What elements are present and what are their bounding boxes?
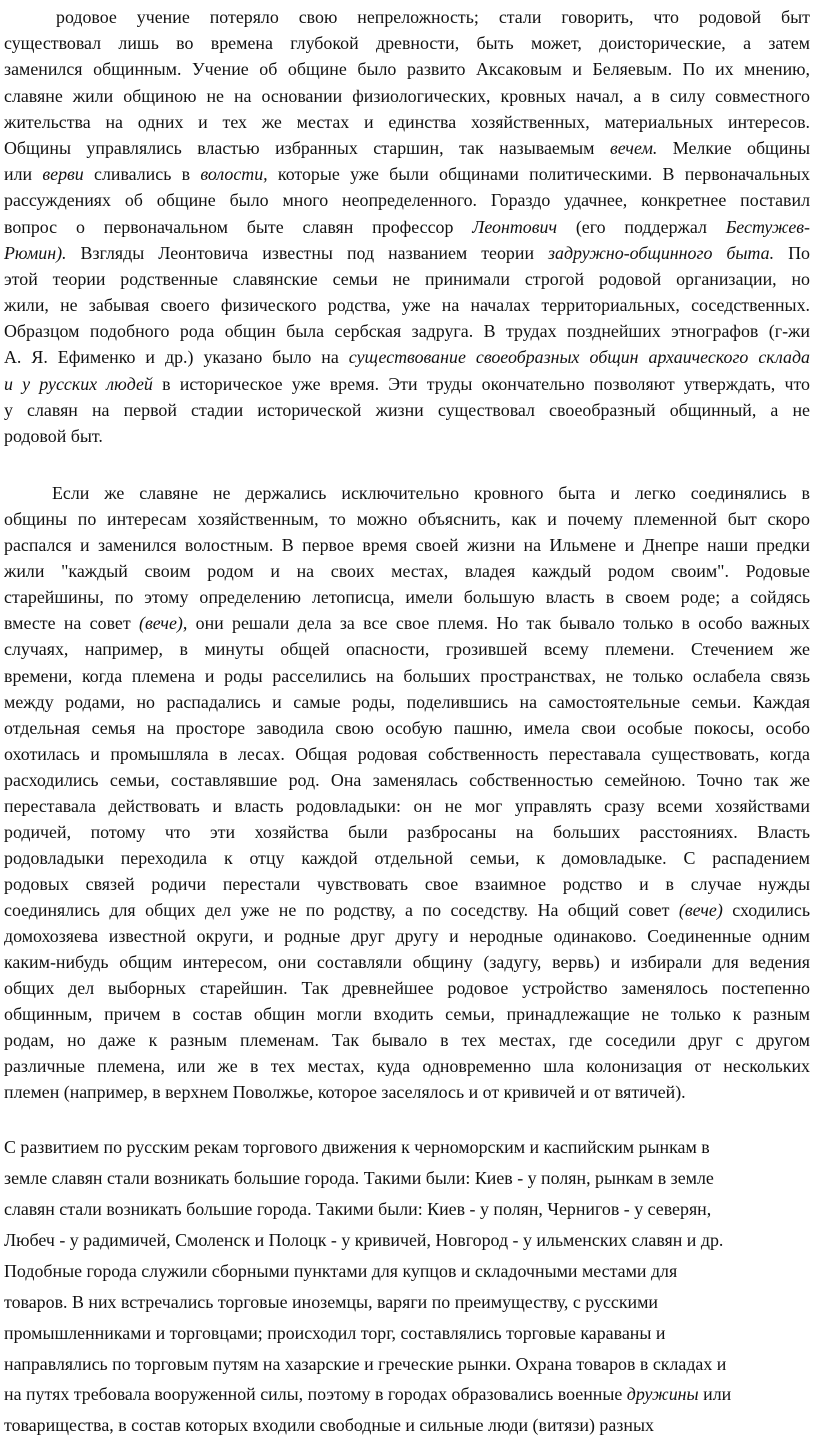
text-line: родовладыки переходила к отцу каждой отдельной семьи, к домовладыке. С распадением [4, 847, 810, 868]
text-line [0, 371, 816, 397]
text-line [0, 1379, 816, 1410]
text-line: между родами, но распадались и самые роды, поделившись на самостоятельные семьи. Каждая [4, 691, 810, 712]
italic-text: Леонтович [472, 216, 557, 237]
text-line: жительства на одних и тех же местах и единства хозяйственных, материальных интересов. [4, 111, 810, 132]
text-line: охотилась и промышляла в лесах. Общая родовая собственность переставала существовать, когда [4, 743, 810, 764]
text-line: каким-нибудь общим интересом, они составляли общину (задугу, вервь) и избирали для ведения [4, 952, 810, 973]
text-line: родичей, потому что эти хозяйства были разбросаны на больших расстояниях. Власть [4, 821, 810, 842]
text-line: общинным, причем в состав общин могли входить семьи, принадлежащие не только к разным [4, 1004, 810, 1025]
text-line [0, 610, 816, 636]
text-line: товарищества, в состав которых входили свободные и сильные люди (витязи) разных [4, 1415, 654, 1436]
text-line [0, 135, 816, 161]
text-run: или [4, 164, 43, 185]
italic-text: вечем. [609, 137, 658, 158]
text-line: распался и заменился волостным. В первое время своей жизни на Ильмене и Днепре наши предки [4, 535, 810, 556]
text-line [0, 214, 816, 240]
text-line: отдельная семья на просторе заводила свою особую пашню, имела свои особые покосы, особо [4, 717, 810, 738]
text-line: родовой быт. [4, 426, 103, 446]
text-line: жили "каждый своим родом и на своих местах, владея каждый родом своим". Родовые [4, 561, 810, 582]
text-line: Если же славяне не держались исключительно кровного быта и легко соединялись в [52, 483, 810, 504]
text-line: переставала действовать и власть родовладыки: он не мог управлять сразу всеми хозяйствами [4, 795, 810, 816]
text-run: сливались в [83, 164, 201, 185]
text-line [0, 897, 816, 923]
italic-text: дружины [626, 1384, 699, 1405]
italic-text: верви [42, 164, 84, 185]
text-line: промышленниками и торговцами; происходил торг, составлялись торговые караваны и [4, 1322, 666, 1343]
text-run: А. Я. Ефименко и др.) указано было на [4, 347, 349, 368]
text-run: или [698, 1384, 732, 1405]
text-run: на путях требовала вооруженной силы, поэтому в городах образовались военные [4, 1384, 627, 1405]
italic-text: Бестужев- [725, 216, 810, 237]
text-run: Общины управлялись властью избранных старшин, так называемым [4, 137, 610, 158]
text-run: они решали дела за все свое племя. Но так бывало только в особо важных [187, 613, 810, 634]
text-run: (его поддержал [557, 216, 726, 237]
italic-text: Рюмин). [4, 242, 67, 263]
paragraph-3 [0, 1132, 816, 1441]
text-run: вместе на совет [4, 613, 139, 634]
text-line: жили, не забывая своего физического родства, уже на началах территориальных, соседственных. [4, 295, 810, 316]
text-line [0, 240, 816, 266]
text-line: существовал лишь во времена глубокой древности, быть может, доисторические, а затем [4, 33, 810, 54]
paragraph-2 [0, 480, 816, 1105]
italic-text: (вече) [678, 899, 723, 920]
text-line: расходились семьи, составлявшие род. Она заменялась собственностью семейною. Точно так же [4, 769, 810, 790]
text-line: родам, но даже к разным племенам. Так бывало в тех местах, где соседили друг с другом [4, 1030, 810, 1051]
text-run: сходились [722, 899, 810, 920]
text-line: родовое учение потеряло свою непреложность; стали говорить, что родовой быт [56, 7, 810, 27]
text-line: у славян на первой стадии исторической жизни существовал своеобразный общинный, а не [4, 399, 810, 420]
text-run: Мелкие общины [657, 137, 810, 158]
text-line: заменился общинным. Учение об общине было развито Аксаковым и Беляевым. По их мнению, [4, 59, 810, 80]
text-run: Взгляды Леонтовича известны под названием теории [66, 242, 549, 263]
text-line: случаях, например, в минуты общей опасности, грозившей всему племени. Стечением же [4, 639, 810, 660]
italic-text: существование своеобразных общин архаического склада [348, 347, 810, 368]
text-line: этой теории родственные славянские семьи не принимали строгой родовой организации, но [4, 268, 810, 289]
text-line: рассуждениях об общине было много неопределенного. Гораздо удачнее, конкретнее поставил [4, 190, 810, 211]
text-line: товаров. В них встречались торговые иноземцы, варяги по преимуществу, с русскими [4, 1291, 658, 1312]
text-line: Образцом подобного рода общин была сербская задруга. В трудах позднейших этнографов (г-жи [4, 321, 810, 342]
text-line: общины по интересам хозяйственным, то можно объяснить, как и почему племенной быт скоро [4, 509, 810, 530]
italic-text: и у русских людей [4, 373, 153, 394]
italic-text: задружно-общинного быта. [548, 242, 775, 263]
text-line [0, 161, 816, 187]
text-line: старейшины, по этому определению летописца, имели большую власть в своем роде; а сойдясь [4, 587, 810, 608]
text-run: По [774, 242, 810, 263]
text-line: времени, когда племена и роды расселились на больших пространствах, не только ослабела связь [4, 665, 810, 686]
text-run: которые уже были общинами политическими. В первоначальных [267, 164, 810, 185]
text-line: направлялись по торговым путям на хазарские и греческие рынки. Охрана товаров в складах и [4, 1353, 727, 1374]
text-line [0, 344, 816, 370]
text-line: Подобные города служили сборными пунктами для купцов и складочными местами для [4, 1260, 678, 1281]
text-line: племен (например, в верхнем Поволжье, которое заселялось и от кривичей и от вятичей). [4, 1082, 686, 1103]
text-line: общих дел выборных старейшин. Так древнейшее родовое устройство заменялось постепенно [4, 978, 810, 999]
text-run: в историческое уже время. Эти труды окончательно позволяют утверждать, что [152, 373, 810, 394]
text-line: Любеч - у радимичей, Смоленск и Полоцк - у кривичей, Новгород - у ильменских славян и др. [4, 1229, 724, 1250]
text-line: родовых связей родичи перестали чувствовать свое взаимное родство и в случае нужды [4, 873, 810, 894]
text-line: домохозяева известной округи, и родные друг другу и неродные одинаково. Соединенные одним [4, 925, 810, 946]
text-line: славян стали возникать большие города. Такими были: Киев - у полян, Чернигов - у северян, [4, 1199, 712, 1220]
text-line: различные племена, или же в тех местах, куда одновременно шла колонизация от нескольких [4, 1056, 810, 1077]
text-line: С развитием по русским рекам торгового движения к черноморским и каспийским рынкам в [4, 1137, 710, 1158]
text-run: соединялись для общих дел уже не по родству, а по соседству. На общий совет [4, 899, 679, 920]
text-run: вопрос о первоначальном быте славян профессор [4, 216, 473, 237]
text-line: славяне жили общиною не на основании физиологических, кровных начал, а в силу совместного [4, 85, 810, 106]
italic-text: волости, [200, 164, 268, 185]
text-line: земле славян стали возникать большие города. Такими были: Киев - у полян, рынкам в земле [4, 1168, 714, 1189]
paragraph-1 [0, 4, 816, 449]
italic-text: (вече), [138, 613, 188, 634]
